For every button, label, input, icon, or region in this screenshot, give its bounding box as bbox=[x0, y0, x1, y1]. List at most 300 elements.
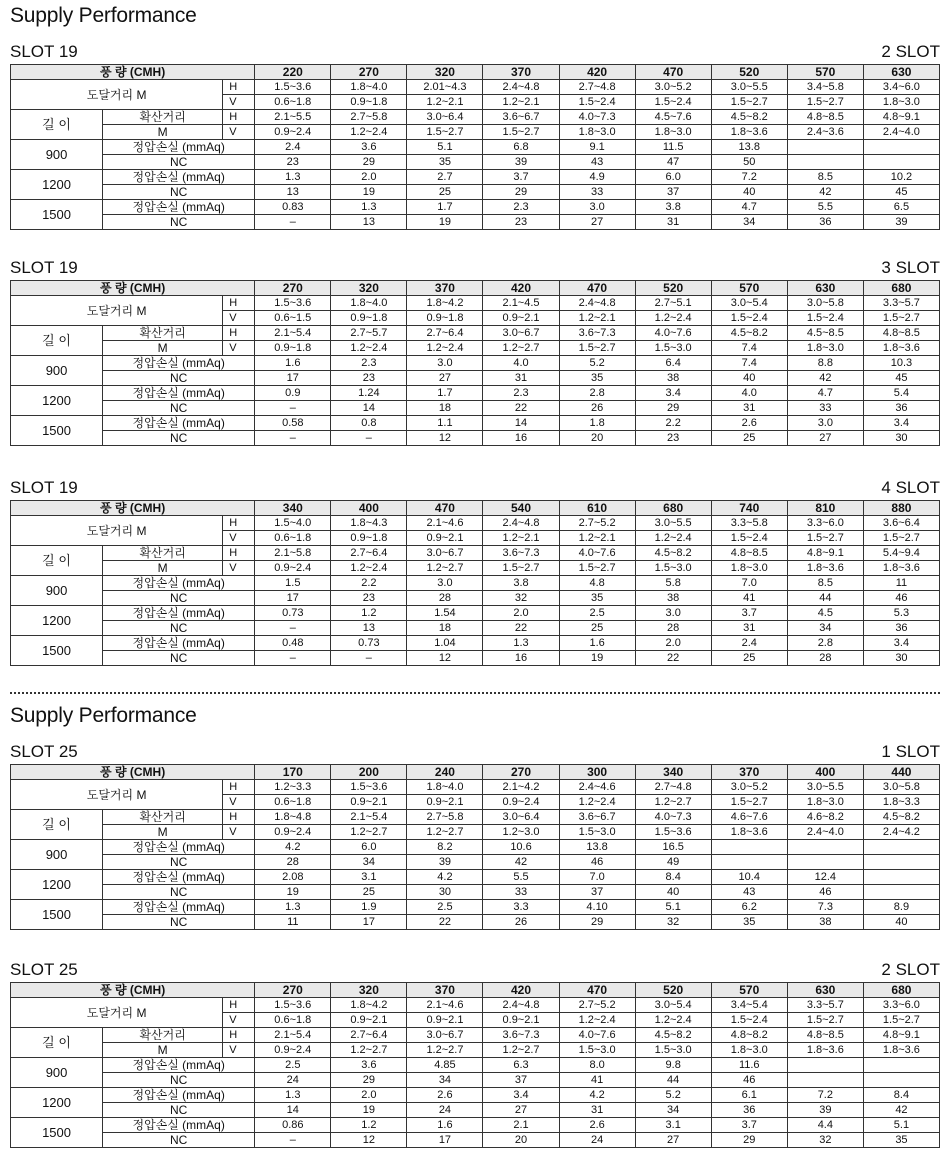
reach-v-value: 1.2~2.4 bbox=[635, 1013, 711, 1028]
static-pressure-value: 1.24 bbox=[331, 386, 407, 401]
static-pressure-value: 2.6 bbox=[559, 1118, 635, 1133]
nc-value: 24 bbox=[559, 1133, 635, 1148]
spread-h-value: 3.0~6.7 bbox=[407, 546, 483, 561]
reach-v-value: 1.2~2.4 bbox=[635, 531, 711, 546]
reach-v-value: 1.2~2.1 bbox=[559, 531, 635, 546]
nc-label: NC bbox=[103, 1073, 255, 1088]
v-label: V bbox=[223, 1013, 255, 1028]
static-pressure-value: 2.1 bbox=[483, 1118, 559, 1133]
reach-v-value: 1.5~2.4 bbox=[711, 531, 787, 546]
static-pressure-value: 7.2 bbox=[787, 1088, 863, 1103]
reach-h-value: 1.8~4.3 bbox=[331, 516, 407, 531]
table-row bbox=[11, 356, 940, 371]
static-pressure-value: 8.8 bbox=[787, 356, 863, 371]
reach-v-value: 1.2~2.4 bbox=[635, 311, 711, 326]
length-value: 1200 bbox=[11, 606, 103, 636]
spread-unit-label: M bbox=[103, 561, 223, 576]
performance-table bbox=[10, 982, 940, 1148]
table-row bbox=[11, 125, 940, 140]
spread-unit-label: M bbox=[103, 825, 223, 840]
spread-h-value: 4.6~8.2 bbox=[787, 810, 863, 825]
reach-v-value: 0.9~2.1 bbox=[407, 531, 483, 546]
spread-h-value: 3.6~6.7 bbox=[483, 110, 559, 125]
reach-v-value: 1.5~2.7 bbox=[787, 1013, 863, 1028]
nc-value: – bbox=[255, 621, 331, 636]
spread-label: 확산거리 bbox=[103, 810, 223, 825]
flow-value: 200 bbox=[331, 765, 407, 780]
spread-v-value: 7.4 bbox=[711, 341, 787, 356]
reach-h-value: 1.5~4.0 bbox=[255, 516, 331, 531]
static-pressure-value: 1.6 bbox=[407, 1118, 483, 1133]
flow-value: 680 bbox=[863, 281, 939, 296]
static-pressure-value: 4.9 bbox=[559, 170, 635, 185]
reach-h-value: 3.0~5.5 bbox=[635, 516, 711, 531]
reach-v-value: 1.5~2.7 bbox=[787, 531, 863, 546]
reach-h-value: 3.3~6.0 bbox=[863, 998, 939, 1013]
nc-value: 25 bbox=[711, 651, 787, 666]
static-pressure-label: 정압손실 (mmAq) bbox=[103, 356, 255, 371]
nc-value: 13 bbox=[331, 215, 407, 230]
reach-h-value: 1.8~4.0 bbox=[407, 780, 483, 795]
performance-block bbox=[10, 42, 940, 230]
flow-value: 370 bbox=[407, 281, 483, 296]
reach-v-value: 1.2~2.1 bbox=[483, 531, 559, 546]
nc-value: 49 bbox=[635, 855, 711, 870]
nc-label: NC bbox=[103, 915, 255, 930]
header-row bbox=[11, 765, 940, 780]
spread-h-value: 4.5~8.2 bbox=[635, 546, 711, 561]
static-pressure-value: 8.4 bbox=[863, 1088, 939, 1103]
nc-value: 46 bbox=[863, 591, 939, 606]
reach-label: 도달거리 M bbox=[11, 516, 223, 546]
nc-value: 36 bbox=[863, 621, 939, 636]
table-row bbox=[11, 140, 940, 155]
flow-value: 420 bbox=[483, 983, 559, 998]
static-pressure-value: 1.2 bbox=[331, 606, 407, 621]
spread-h-value: 4.0~7.3 bbox=[559, 110, 635, 125]
static-pressure-value: 10.3 bbox=[863, 356, 939, 371]
block-header bbox=[10, 478, 940, 500]
spread-h-value: 3.0~6.7 bbox=[407, 1028, 483, 1043]
reach-v-value: 1.2~2.1 bbox=[559, 311, 635, 326]
reach-v-value: 1.5~2.4 bbox=[711, 1013, 787, 1028]
length-value: 1500 bbox=[11, 416, 103, 446]
flow-value: 740 bbox=[711, 501, 787, 516]
static-pressure-label: 정압손실 (mmAq) bbox=[103, 140, 255, 155]
nc-value: 37 bbox=[483, 1073, 559, 1088]
spread-v-value: 1.2~2.7 bbox=[483, 341, 559, 356]
spread-v-value: 1.5~2.7 bbox=[559, 561, 635, 576]
spread-v-value: 1.2~2.7 bbox=[331, 825, 407, 840]
static-pressure-value: 4.8 bbox=[559, 576, 635, 591]
nc-value: 44 bbox=[787, 591, 863, 606]
nc-value: 22 bbox=[635, 651, 711, 666]
nc-value: 20 bbox=[559, 431, 635, 446]
flow-value: 320 bbox=[331, 983, 407, 998]
spread-v-value: 1.2~2.4 bbox=[331, 125, 407, 140]
flow-value: 370 bbox=[711, 765, 787, 780]
spread-h-value: 4.8~9.1 bbox=[787, 546, 863, 561]
v-label: V bbox=[223, 825, 255, 840]
flow-value: 420 bbox=[483, 281, 559, 296]
reach-v-value: 1.5~2.7 bbox=[863, 311, 939, 326]
h-label: H bbox=[223, 80, 255, 95]
static-pressure-label: 정압손실 (mmAq) bbox=[103, 900, 255, 915]
nc-value: 38 bbox=[787, 915, 863, 930]
static-pressure-value: 6.5 bbox=[863, 200, 939, 215]
table-row bbox=[11, 870, 940, 885]
nc-value: 24 bbox=[255, 1073, 331, 1088]
nc-value: 34 bbox=[407, 1073, 483, 1088]
flow-value: 320 bbox=[407, 65, 483, 80]
h-label: H bbox=[223, 326, 255, 341]
static-pressure-value: 14 bbox=[483, 416, 559, 431]
flow-value: 520 bbox=[635, 983, 711, 998]
static-pressure-value: 2.4 bbox=[255, 140, 331, 155]
spread-v-value: 1.5~2.7 bbox=[559, 341, 635, 356]
spread-v-value: 0.9~1.8 bbox=[255, 341, 331, 356]
reach-v-value: 0.9~2.1 bbox=[331, 795, 407, 810]
v-label: V bbox=[223, 795, 255, 810]
flow-value: 420 bbox=[559, 65, 635, 80]
nc-value: 25 bbox=[711, 431, 787, 446]
nc-value: 37 bbox=[635, 185, 711, 200]
section-divider bbox=[10, 692, 940, 694]
nc-value bbox=[787, 155, 863, 170]
flow-value: 340 bbox=[635, 765, 711, 780]
flow-value: 470 bbox=[559, 281, 635, 296]
spread-v-value: 2.4~4.2 bbox=[863, 825, 939, 840]
length-value: 1200 bbox=[11, 1088, 103, 1118]
flow-label: 풍 량 (CMH) bbox=[11, 983, 255, 998]
reach-h-value: 2.7~4.8 bbox=[559, 80, 635, 95]
spread-v-value: 1.8~3.0 bbox=[787, 341, 863, 356]
table-row bbox=[11, 185, 940, 200]
nc-value: 12 bbox=[407, 651, 483, 666]
static-pressure-value: 1.3 bbox=[255, 170, 331, 185]
flow-value: 300 bbox=[559, 765, 635, 780]
nc-value: 28 bbox=[255, 855, 331, 870]
nc-value bbox=[711, 855, 787, 870]
reach-h-value: 1.2~3.3 bbox=[255, 780, 331, 795]
static-pressure-value: 3.4 bbox=[483, 1088, 559, 1103]
reach-h-value: 1.5~3.6 bbox=[255, 998, 331, 1013]
nc-value: 40 bbox=[863, 915, 939, 930]
static-pressure-value: 4.0 bbox=[711, 386, 787, 401]
nc-value: 13 bbox=[331, 621, 407, 636]
static-pressure-value: 5.5 bbox=[787, 200, 863, 215]
nc-value: 46 bbox=[711, 1073, 787, 1088]
static-pressure-value: 2.0 bbox=[635, 636, 711, 651]
static-pressure-value: 2.08 bbox=[255, 870, 331, 885]
static-pressure-label: 정압손실 (mmAq) bbox=[103, 1088, 255, 1103]
reach-h-value: 1.8~4.2 bbox=[407, 296, 483, 311]
table-row bbox=[11, 915, 940, 930]
reach-v-value: 1.5~2.7 bbox=[711, 795, 787, 810]
nc-value: 38 bbox=[635, 591, 711, 606]
nc-value: 17 bbox=[255, 591, 331, 606]
static-pressure-value: 0.73 bbox=[255, 606, 331, 621]
reach-h-value: 3.0~5.2 bbox=[635, 80, 711, 95]
reach-h-value: 2.4~4.8 bbox=[483, 80, 559, 95]
reach-h-value: 3.3~5.7 bbox=[863, 296, 939, 311]
static-pressure-value: 6.8 bbox=[483, 140, 559, 155]
length-value: 900 bbox=[11, 356, 103, 386]
nc-value: 17 bbox=[331, 915, 407, 930]
spread-v-value: 1.2~2.4 bbox=[407, 341, 483, 356]
static-pressure-value: 1.54 bbox=[407, 606, 483, 621]
static-pressure-value: 2.2 bbox=[331, 576, 407, 591]
nc-label: NC bbox=[103, 155, 255, 170]
table-row bbox=[11, 1133, 940, 1148]
table-row bbox=[11, 900, 940, 915]
flow-label: 풍 량 (CMH) bbox=[11, 501, 255, 516]
nc-value: 37 bbox=[559, 885, 635, 900]
nc-value: 12 bbox=[331, 1133, 407, 1148]
static-pressure-value: 5.8 bbox=[635, 576, 711, 591]
block-header bbox=[10, 42, 940, 64]
nc-label: NC bbox=[103, 431, 255, 446]
reach-h-value: 3.0~5.8 bbox=[787, 296, 863, 311]
static-pressure-value: 5.1 bbox=[863, 1118, 939, 1133]
nc-value: 18 bbox=[407, 401, 483, 416]
spread-h-value: 5.4~9.4 bbox=[863, 546, 939, 561]
table-row bbox=[11, 80, 940, 95]
reach-v-value: 0.6~1.5 bbox=[255, 311, 331, 326]
nc-value: 43 bbox=[711, 885, 787, 900]
nc-value: 35 bbox=[559, 371, 635, 386]
flow-value: 220 bbox=[255, 65, 331, 80]
reach-v-value: 1.5~2.7 bbox=[863, 1013, 939, 1028]
table-row bbox=[11, 1118, 940, 1133]
static-pressure-value: 1.2 bbox=[331, 1118, 407, 1133]
nc-value: 26 bbox=[483, 915, 559, 930]
static-pressure-label: 정압손실 (mmAq) bbox=[103, 416, 255, 431]
static-pressure-label: 정압손실 (mmAq) bbox=[103, 840, 255, 855]
table-row bbox=[11, 810, 940, 825]
reach-h-value: 2.7~5.2 bbox=[559, 998, 635, 1013]
spread-h-value: 4.0~7.6 bbox=[559, 1028, 635, 1043]
nc-value: 34 bbox=[787, 621, 863, 636]
reach-label: 도달거리 M bbox=[11, 998, 223, 1028]
static-pressure-label: 정압손실 (mmAq) bbox=[103, 1058, 255, 1073]
static-pressure-value: 1.8 bbox=[559, 416, 635, 431]
static-pressure-value: 2.4 bbox=[711, 636, 787, 651]
spread-h-value: 3.0~6.7 bbox=[483, 326, 559, 341]
reach-h-value: 3.0~5.5 bbox=[787, 780, 863, 795]
flow-value: 470 bbox=[407, 501, 483, 516]
spread-v-value: 0.9~2.4 bbox=[255, 125, 331, 140]
reach-v-value: 1.5~2.4 bbox=[711, 311, 787, 326]
table-row bbox=[11, 621, 940, 636]
reach-v-value: 0.6~1.8 bbox=[255, 795, 331, 810]
nc-value: 16 bbox=[483, 431, 559, 446]
nc-value: 41 bbox=[711, 591, 787, 606]
nc-value: 32 bbox=[483, 591, 559, 606]
spread-v-value: 0.9~2.4 bbox=[255, 1043, 331, 1058]
static-pressure-value: 8.0 bbox=[559, 1058, 635, 1073]
block-header bbox=[10, 960, 940, 982]
static-pressure-value: 3.6 bbox=[331, 140, 407, 155]
spread-v-value: 1.8~3.6 bbox=[787, 1043, 863, 1058]
nc-value: 47 bbox=[635, 155, 711, 170]
nc-value: 19 bbox=[331, 1103, 407, 1118]
v-label: V bbox=[223, 561, 255, 576]
spread-v-value: 1.8~3.0 bbox=[559, 125, 635, 140]
nc-value: 23 bbox=[331, 591, 407, 606]
static-pressure-value: 3.4 bbox=[863, 416, 939, 431]
flow-value: 540 bbox=[483, 501, 559, 516]
nc-label: NC bbox=[103, 401, 255, 416]
section-title-2: Supply Performance bbox=[10, 704, 197, 727]
static-pressure-value bbox=[787, 140, 863, 155]
reach-h-value: 2.7~4.8 bbox=[635, 780, 711, 795]
static-pressure-value: 7.4 bbox=[711, 356, 787, 371]
static-pressure-value: 2.5 bbox=[407, 900, 483, 915]
table-row bbox=[11, 296, 940, 311]
nc-value: 19 bbox=[559, 651, 635, 666]
nc-value bbox=[863, 1073, 939, 1088]
spread-v-value: 1.8~3.6 bbox=[787, 561, 863, 576]
spread-h-value: 3.6~7.3 bbox=[483, 546, 559, 561]
spread-h-value: 4.0~7.6 bbox=[559, 546, 635, 561]
spread-h-value: 4.6~7.6 bbox=[711, 810, 787, 825]
static-pressure-value: 4.2 bbox=[255, 840, 331, 855]
spread-h-value: 4.8~9.1 bbox=[863, 1028, 939, 1043]
nc-label: NC bbox=[103, 621, 255, 636]
nc-value: 31 bbox=[635, 215, 711, 230]
reach-label: 도달거리 M bbox=[11, 780, 223, 810]
nc-value: 33 bbox=[559, 185, 635, 200]
spread-v-value: 1.2~2.4 bbox=[331, 561, 407, 576]
length-value: 1200 bbox=[11, 870, 103, 900]
reach-label: 도달거리 M bbox=[11, 80, 223, 110]
nc-value: 39 bbox=[407, 855, 483, 870]
nc-value: 34 bbox=[635, 1103, 711, 1118]
static-pressure-value: 0.86 bbox=[255, 1118, 331, 1133]
spread-unit-label: M bbox=[103, 341, 223, 356]
nc-value bbox=[863, 155, 939, 170]
nc-value: 40 bbox=[635, 885, 711, 900]
reach-v-value: 0.9~1.8 bbox=[331, 531, 407, 546]
nc-value: – bbox=[255, 651, 331, 666]
nc-value: 30 bbox=[407, 885, 483, 900]
spread-h-value: 2.7~6.4 bbox=[407, 326, 483, 341]
flow-value: 570 bbox=[787, 65, 863, 80]
nc-value: 27 bbox=[559, 215, 635, 230]
reach-h-value: 3.0~5.4 bbox=[635, 998, 711, 1013]
static-pressure-value: 11.6 bbox=[711, 1058, 787, 1073]
static-pressure-value: 6.1 bbox=[711, 1088, 787, 1103]
reach-h-value: 2.1~4.2 bbox=[483, 780, 559, 795]
spread-h-value: 2.1~5.8 bbox=[255, 546, 331, 561]
length-label: 길 이 bbox=[11, 546, 103, 576]
spread-v-value: 1.8~3.6 bbox=[863, 1043, 939, 1058]
spread-v-value: 1.5~3.0 bbox=[559, 1043, 635, 1058]
static-pressure-value: 5.2 bbox=[559, 356, 635, 371]
header-row bbox=[11, 281, 940, 296]
static-pressure-value: 2.2 bbox=[635, 416, 711, 431]
reach-h-value: 1.5~3.6 bbox=[255, 296, 331, 311]
nc-value: 33 bbox=[483, 885, 559, 900]
spread-h-value: 4.0~7.3 bbox=[635, 810, 711, 825]
reach-v-value: 1.5~2.4 bbox=[635, 95, 711, 110]
static-pressure-value: 0.8 bbox=[331, 416, 407, 431]
spread-v-value: 1.8~3.6 bbox=[863, 561, 939, 576]
h-label: H bbox=[223, 516, 255, 531]
nc-value: 11 bbox=[255, 915, 331, 930]
slot-count: 4 SLOT bbox=[881, 478, 940, 497]
performance-table bbox=[10, 280, 940, 446]
nc-value: 34 bbox=[711, 215, 787, 230]
spread-v-value: 1.5~2.7 bbox=[483, 561, 559, 576]
nc-value: 35 bbox=[863, 1133, 939, 1148]
reach-v-value: 0.6~1.8 bbox=[255, 531, 331, 546]
static-pressure-value: 2.6 bbox=[711, 416, 787, 431]
nc-value: 39 bbox=[483, 155, 559, 170]
nc-value: 44 bbox=[635, 1073, 711, 1088]
spread-v-value: 1.2~2.7 bbox=[331, 1043, 407, 1058]
nc-value: 29 bbox=[331, 155, 407, 170]
reach-v-value: 0.9~1.8 bbox=[331, 311, 407, 326]
reach-v-value: 1.8~3.0 bbox=[863, 95, 939, 110]
nc-value: 22 bbox=[407, 915, 483, 930]
reach-h-value: 3.4~6.0 bbox=[863, 80, 939, 95]
nc-value: 27 bbox=[635, 1133, 711, 1148]
nc-value: 27 bbox=[483, 1103, 559, 1118]
table-row bbox=[11, 1103, 940, 1118]
header-row bbox=[11, 983, 940, 998]
static-pressure-value: 4.4 bbox=[787, 1118, 863, 1133]
static-pressure-value: 1.3 bbox=[331, 200, 407, 215]
static-pressure-label: 정압손실 (mmAq) bbox=[103, 386, 255, 401]
nc-value: 27 bbox=[787, 431, 863, 446]
reach-v-value: 1.5~2.4 bbox=[559, 95, 635, 110]
static-pressure-value: 1.6 bbox=[255, 356, 331, 371]
nc-value: 45 bbox=[863, 371, 939, 386]
spread-v-value: 1.5~2.7 bbox=[407, 125, 483, 140]
reach-h-value: 2.4~4.6 bbox=[559, 780, 635, 795]
reach-h-value: 3.0~5.5 bbox=[711, 80, 787, 95]
reach-v-value: 1.2~2.4 bbox=[559, 795, 635, 810]
table-row bbox=[11, 576, 940, 591]
reach-h-value: 1.8~4.0 bbox=[331, 296, 407, 311]
nc-value: 22 bbox=[483, 401, 559, 416]
length-value: 1500 bbox=[11, 636, 103, 666]
h-label: H bbox=[223, 296, 255, 311]
spread-v-value: 1.8~3.6 bbox=[711, 825, 787, 840]
spread-v-value: 1.5~3.0 bbox=[635, 561, 711, 576]
header-row bbox=[11, 65, 940, 80]
spread-v-value: 1.5~3.0 bbox=[635, 341, 711, 356]
reach-v-value: 0.9~2.1 bbox=[483, 311, 559, 326]
flow-value: 320 bbox=[331, 281, 407, 296]
slot-count: 3 SLOT bbox=[881, 258, 940, 277]
flow-value: 520 bbox=[635, 281, 711, 296]
static-pressure-value: 6.3 bbox=[483, 1058, 559, 1073]
reach-h-value: 1.8~4.0 bbox=[331, 80, 407, 95]
static-pressure-value: 0.48 bbox=[255, 636, 331, 651]
spread-h-value: 2.7~6.4 bbox=[331, 546, 407, 561]
flow-value: 370 bbox=[483, 65, 559, 80]
length-value: 900 bbox=[11, 576, 103, 606]
nc-value: 23 bbox=[483, 215, 559, 230]
flow-value: 370 bbox=[407, 983, 483, 998]
table-row bbox=[11, 326, 940, 341]
nc-value: 39 bbox=[863, 215, 939, 230]
spread-h-value: 4.0~7.6 bbox=[635, 326, 711, 341]
flow-value: 680 bbox=[863, 983, 939, 998]
